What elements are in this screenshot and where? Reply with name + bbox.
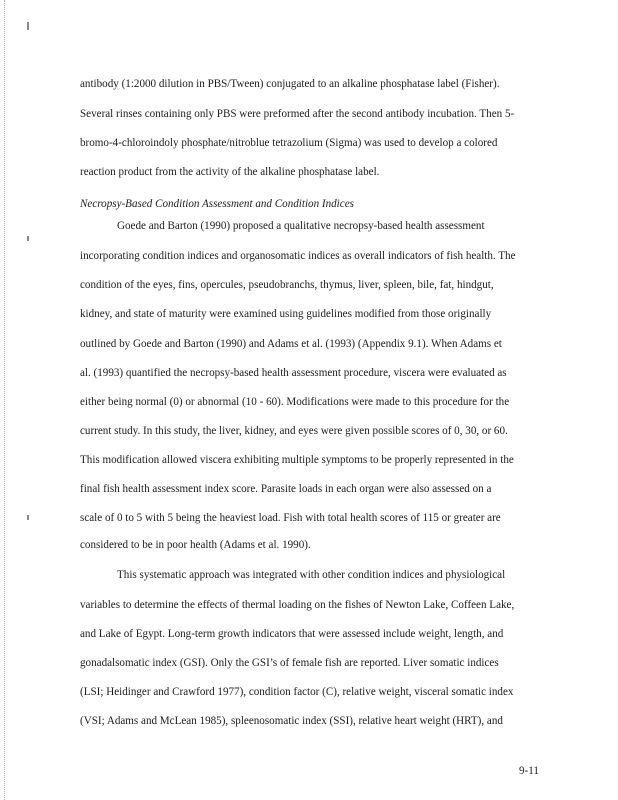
body-text-line: Goede and Barton (1990) proposed a qualitative necropsy-based health assessment: [117, 220, 485, 232]
body-text-line: incorporating condition indices and organosomatic indices as overall indicators of fish health. The: [80, 250, 516, 262]
scan-edge-mark: [27, 236, 29, 241]
body-text-line: antibody (1:2000 dilution in PBS/Tween) conjugated to an alkaline phosphatase label (Fisher).: [80, 78, 500, 90]
body-text-line: bromo-4-chloroindoly phosphate/nitroblue tetrazolium (Sigma) was used to develop a colored: [80, 137, 498, 149]
body-text-line: This systematic approach was integrated with other condition indices and physiological: [117, 569, 506, 581]
body-text-line: final fish health assessment index score. Parasite loads in each organ were also assessed on a: [80, 483, 492, 495]
body-text-line: variables to determine the effects of thermal loading on the fishes of Newton Lake, Coffeen Lake,: [80, 599, 515, 611]
body-text-line: gonadalsomatic index (GSI). Only the GSI’s of female fish are reported. Liver somatic indices: [80, 657, 499, 669]
section-heading: Necropsy-Based Condition Assessment and Condition Indices: [80, 198, 354, 210]
body-text-line: Several rinses containing only PBS were preformed after the second antibody incubation. Then 5-: [80, 108, 515, 120]
body-text-line: (LSI; Heidinger and Crawford 1977), condition factor (C), relative weight, visceral somatic index: [80, 686, 514, 698]
body-text-line: considered to be in poor health (Adams et al. 1990).: [80, 539, 311, 551]
body-text-line: either being normal (0) or abnormal (10 - 60). Modifications were made to this procedure for the: [80, 396, 510, 408]
body-text-line: outlined by Goede and Barton (1990) and Adams et al. (1993) (Appendix 9.1). When Adams et: [80, 338, 502, 350]
scan-edge-mark: [27, 22, 29, 30]
scan-edge-border: [4, 0, 6, 800]
body-text-line: current study. In this study, the liver, kidney, and eyes were given possible scores of 0, 30, or 60.: [80, 425, 508, 437]
scan-edge-mark: [27, 515, 29, 520]
body-text-line: scale of 0 to 5 with 5 being the heaviest load. Fish with total health scores of 115 or greater are: [80, 512, 501, 524]
body-text-line: This modification allowed viscera exhibiting multiple symptoms to be properly represented in the: [80, 454, 514, 466]
page-number: 9-11: [519, 765, 539, 777]
body-text-line: kidney, and state of maturity were examined using guidelines modified from those originally: [80, 308, 492, 320]
body-text-line: al. (1993) quantified the necropsy-based health assessment procedure, viscera were evaluated as: [80, 367, 507, 379]
body-text-line: (VSI; Adams and McLean 1985), spleenosomatic index (SSI), relative heart weight (HRT), and: [80, 715, 503, 727]
body-text-line: condition of the eyes, fins, opercules, pseudobranchs, thymus, liver, spleen, bile, fat, hindgut,: [80, 279, 494, 291]
body-text-line: and Lake of Egypt. Long-term growth indicators that were assessed include weight, length, and: [80, 628, 504, 640]
body-text-line: reaction product from the activity of the alkaline phosphatase label.: [80, 166, 380, 178]
